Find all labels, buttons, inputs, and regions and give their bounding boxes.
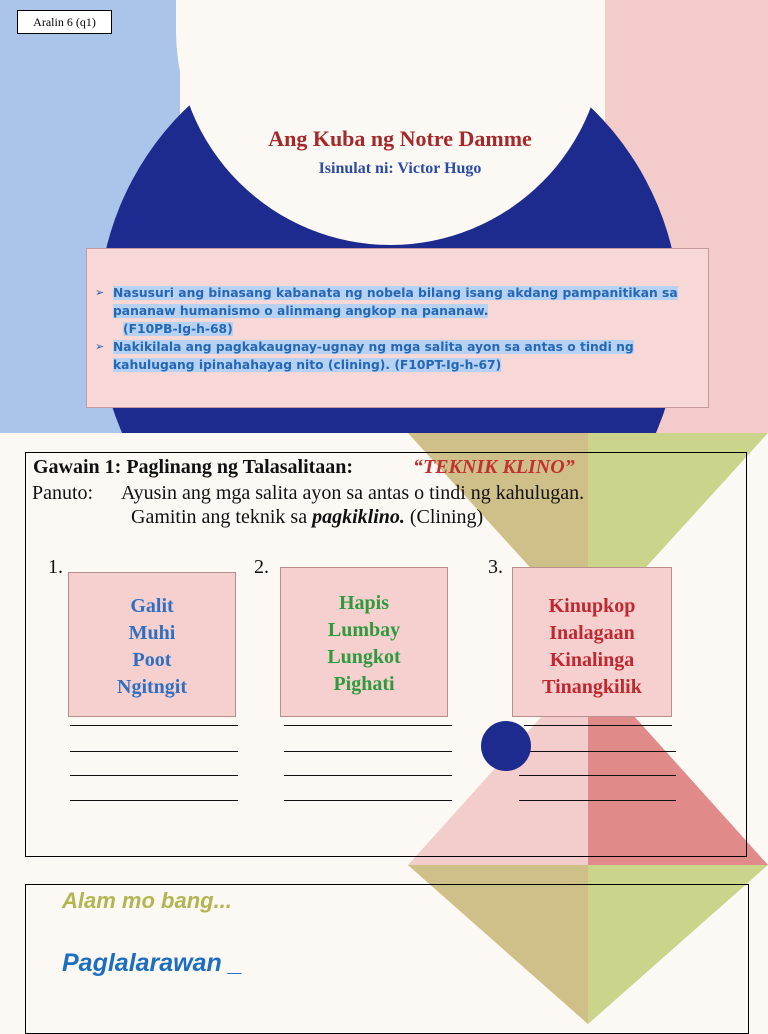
word: Tinangkilik xyxy=(542,676,642,698)
word: Inalagaan xyxy=(549,622,635,644)
word: Lungkot xyxy=(327,646,401,668)
word: Kinupkop xyxy=(548,595,636,617)
answer-line xyxy=(284,725,452,726)
answer-line xyxy=(284,775,452,776)
answer-line xyxy=(519,800,676,801)
alam-heading: Alam mo bang... xyxy=(62,888,232,913)
answer-line xyxy=(284,800,452,801)
group-number: 1. xyxy=(48,556,63,578)
word: Poot xyxy=(132,649,172,671)
answer-line xyxy=(519,751,676,752)
answer-line xyxy=(519,775,676,776)
instructions-line-2 xyxy=(131,506,483,529)
objective-code: (F10PB-Ig-h-68) xyxy=(123,322,233,336)
arrow-bullet-icon: ➢ xyxy=(95,286,105,299)
instructions-line-2-pre: Gamitin ang teknik sa xyxy=(131,506,313,528)
group-number: 3. xyxy=(488,556,503,578)
word-card-1 xyxy=(68,572,236,717)
instructions-line-2-post: (Clining) xyxy=(404,506,484,528)
word: Lumbay xyxy=(327,619,401,641)
word-card-3 xyxy=(512,567,672,717)
objectives-box xyxy=(86,248,709,408)
instructions-label: Panuto: xyxy=(32,482,94,504)
instructions-emphasis: pagkiklino. xyxy=(312,506,405,528)
word: Kinalinga xyxy=(549,649,635,671)
word: Pighati xyxy=(333,673,395,695)
instructions-line-1: Ayusin ang mga salita ayon sa antas o tindi ng kahulugan. xyxy=(121,482,585,504)
author-line: Isinulat ni: Victor Hugo xyxy=(318,160,482,177)
word-card-2 xyxy=(280,567,448,717)
activity-heading: Gawain 1: Paglinang ng Talasalitaan: xyxy=(33,456,354,478)
answer-line xyxy=(70,751,238,752)
objective-text: Nasusuri ang binasang kabanata ng nobela bilang isang akdang pampanitikan sa pananaw humanismo o alinmang angkop na pananaw. xyxy=(113,286,678,318)
answer-line xyxy=(284,751,452,752)
objective-text: Nakikilala ang pagkakaugnay-ugnay ng mga salita ayon sa antas o tindi ng kahulugang ipinahahayag nito (clining). (F10PT-Ig-h-67) xyxy=(113,340,634,372)
objectives-list xyxy=(95,284,695,374)
lesson-tag: Aralin 6 (q1) xyxy=(17,10,112,34)
word: Hapis xyxy=(338,592,390,614)
group-number: 2. xyxy=(254,556,269,578)
objective-item xyxy=(95,284,695,338)
word: Ngitngit xyxy=(117,676,187,698)
objective-item xyxy=(95,338,695,374)
activity-technique: “TEKNIK KLINO” xyxy=(413,456,575,478)
answer-line xyxy=(524,725,672,726)
word: Galit xyxy=(130,595,174,617)
navy-dot-decoration xyxy=(481,721,531,771)
page-title: Ang Kuba ng Notre Damme xyxy=(268,126,532,151)
answer-line xyxy=(70,800,238,801)
answer-line xyxy=(70,725,238,726)
arrow-bullet-icon: ➢ xyxy=(95,340,105,353)
word: Muhi xyxy=(128,622,176,644)
paglalarawan-heading: Paglalarawan _ xyxy=(62,949,243,977)
answer-line xyxy=(70,775,238,776)
